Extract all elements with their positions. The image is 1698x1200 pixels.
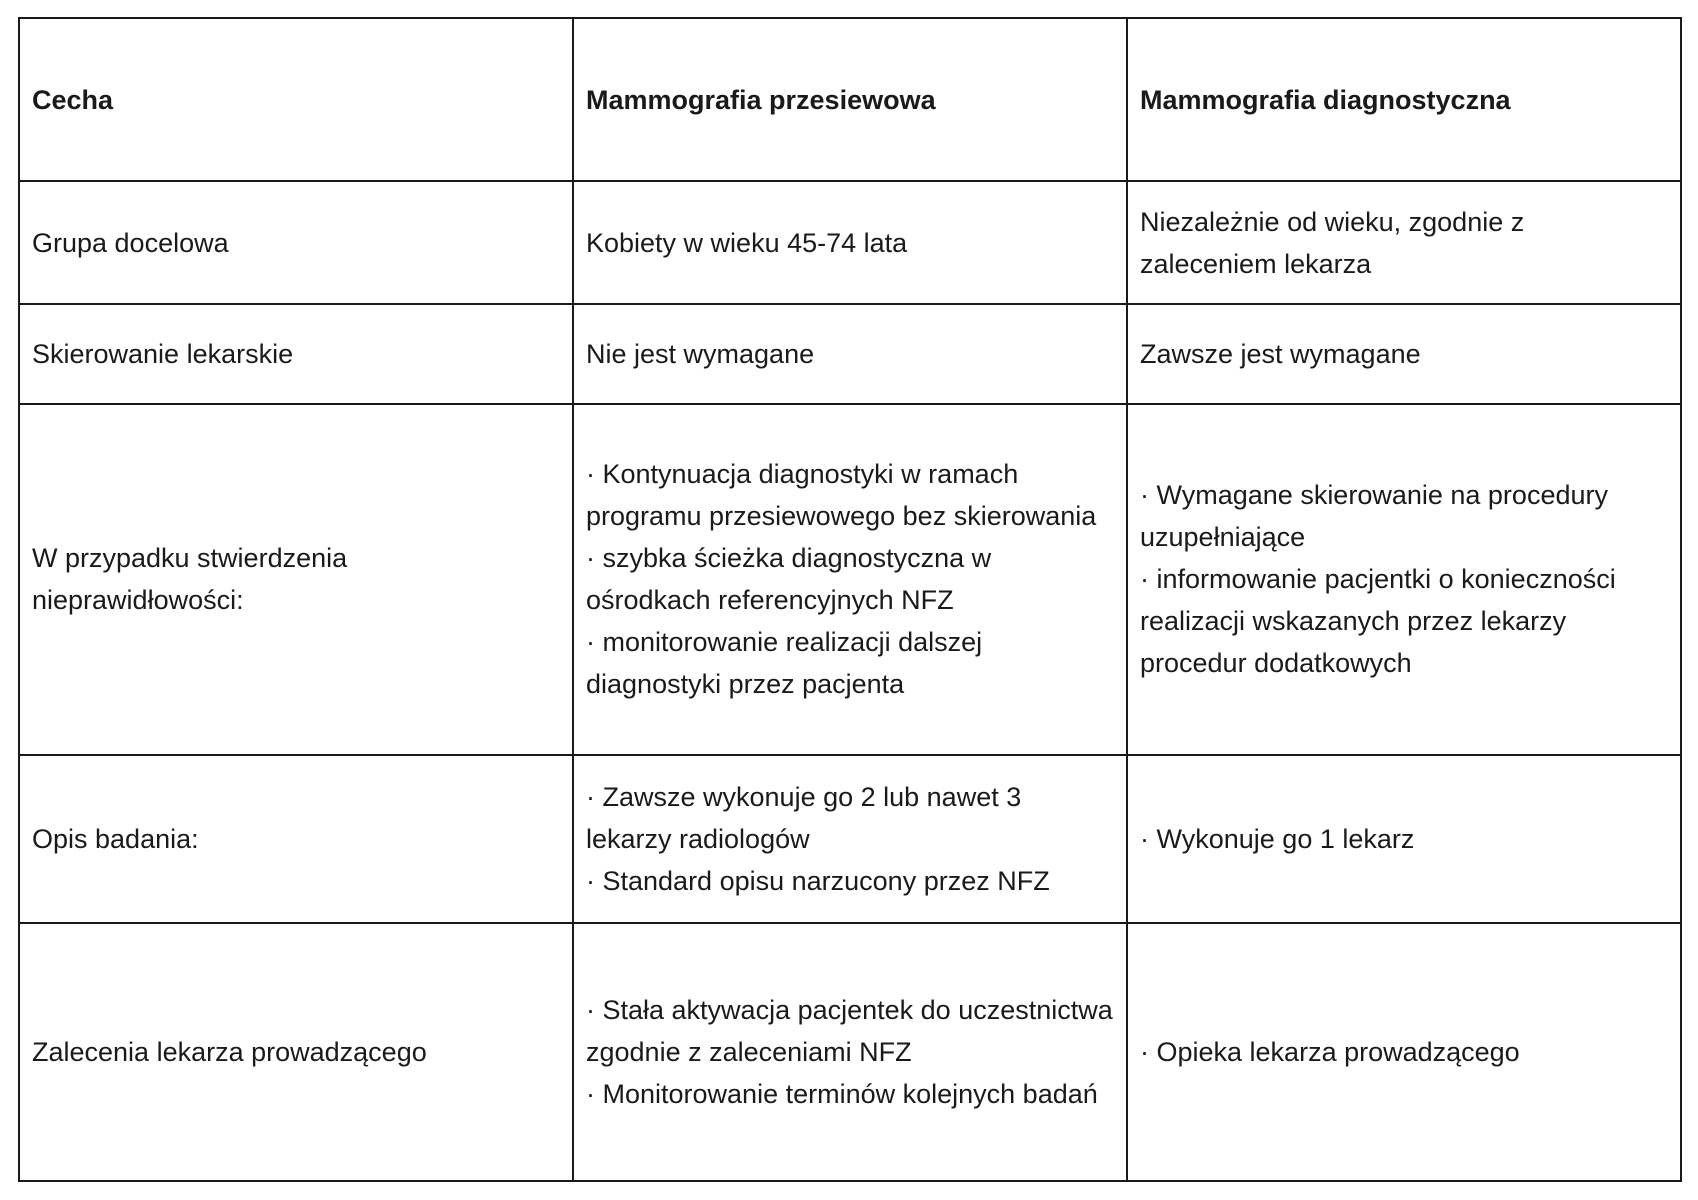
header-row [19, 18, 1681, 181]
row-screening [573, 755, 1127, 923]
row-diagnostic [1127, 755, 1681, 923]
cell-line: · szybka ścieżka diagnostyczna w ośrodkach referencyjnych NFZ [586, 543, 992, 616]
row-diagnostic [1127, 404, 1681, 755]
table-row [19, 304, 1681, 404]
row-screening [573, 304, 1127, 404]
table-row [19, 404, 1681, 755]
comparison-table [18, 17, 1682, 1182]
header-feature: Cecha [19, 18, 573, 181]
row-screening [573, 181, 1127, 304]
cell-line: Kobiety w wieku 45-74 lata [586, 227, 908, 258]
row-feature: Skierowanie lekarskie [19, 304, 573, 404]
table-row [19, 755, 1681, 923]
row-feature: Zalecenia lekarza prowadzącego [19, 923, 573, 1181]
row-diagnostic [1127, 923, 1681, 1181]
cell-line: · Zawsze wykonuje go 2 lub nawet 3 lekarzy radiologów [586, 781, 1022, 854]
header-screening: Mammografia przesiewowa [573, 18, 1127, 181]
cell-line: · informowanie pacjentki o konieczności realizacji wskazanych przez lekarzy procedur dodatkowych [1140, 564, 1616, 679]
cell-line: · Wymagane skierowanie na procedury uzupełniające [1140, 480, 1608, 553]
header-diagnostic: Mammografia diagnostyczna [1127, 18, 1681, 181]
cell-line: Nie jest wymagane [586, 338, 815, 369]
cell-line: · Monitorowanie terminów kolejnych badań [586, 1078, 1098, 1109]
row-feature: W przypadku stwierdzenia nieprawidłowości: [19, 404, 573, 755]
cell-line: · Kontynuacja diagnostyki w ramach programu przesiewowego bez skierowania [586, 459, 1097, 532]
row-feature: Grupa docelowa [19, 181, 573, 304]
row-diagnostic [1127, 304, 1681, 404]
table-row [19, 181, 1681, 304]
table-row [19, 923, 1681, 1181]
cell-line: Zawsze jest wymagane [1140, 338, 1421, 369]
cell-line: · Standard opisu narzucony przez NFZ [586, 865, 1050, 896]
cell-line: · monitorowanie realizacji dalszej diagnostyki przez pacjenta [586, 627, 983, 700]
cell-line: Niezależnie od wieku, zgodnie z zaleceniem lekarza [1140, 206, 1525, 279]
row-diagnostic [1127, 181, 1681, 304]
row-feature: Opis badania: [19, 755, 573, 923]
row-screening [573, 404, 1127, 755]
row-screening [573, 923, 1127, 1181]
cell-line: · Wykonuje go 1 lekarz [1140, 823, 1415, 854]
cell-line: · Stała aktywacja pacjentek do uczestnictwa zgodnie z zaleceniami NFZ [586, 994, 1113, 1067]
cell-line: · Opieka lekarza prowadzącego [1140, 1036, 1520, 1067]
